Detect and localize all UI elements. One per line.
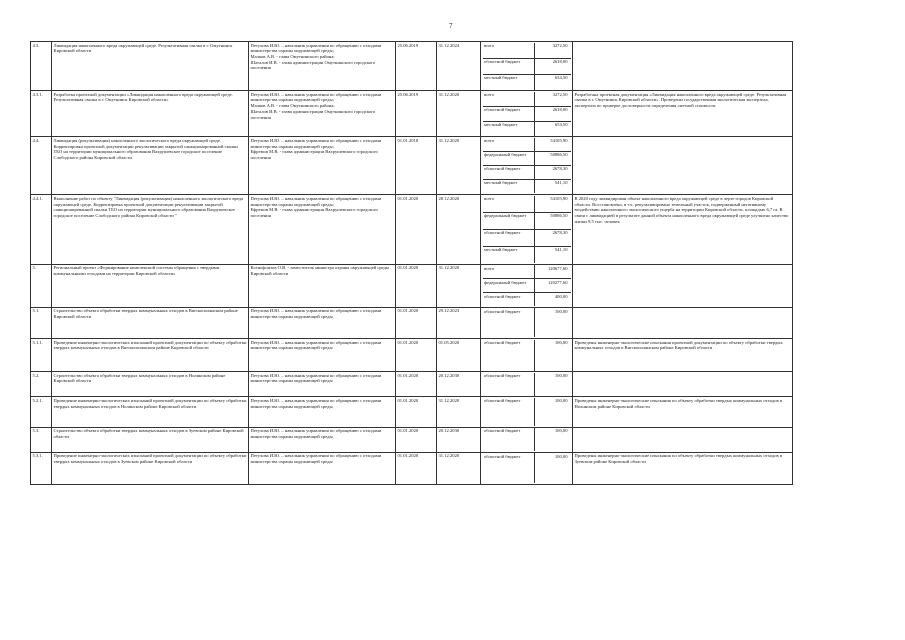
event-name: Ликвидация накопленного вреда окружающей среде. Результативная свалка в г. Омутнинск Кировской области	[52, 42, 249, 91]
table-row	[31, 91, 793, 137]
funding-source: местный бюджет	[483, 75, 535, 90]
event-name: Проведение инженерно-экологических изысканий проектной документации по объекту обработки твердых коммунальных отходов в Зуевском районе Кировской области	[52, 452, 249, 484]
start-date: 01.01.2020	[396, 397, 437, 427]
start-date: 01.01.2020	[396, 307, 437, 338]
start-date: 01.01.2020	[396, 452, 437, 484]
result-note	[573, 307, 793, 338]
event-name: Разработка проектной документации «Ликвидация накопленного вреда окружающей среде. Результативная свалка в г. Омутнинск Кировской области»	[52, 91, 249, 137]
row-number: 4.3.1.	[31, 91, 52, 137]
row-number: 4.4.1.	[31, 195, 52, 264]
responsible: Петухова И.Ю. – начальник управления по обращению с отходами министерства охраны окружающей среды	[249, 452, 396, 484]
funding-amount: 54105,90	[550, 196, 568, 202]
responsible: Ксенофонтов О.В. - заместитель министра охраны окружающей среды Кировской области	[249, 264, 396, 307]
funding-source: областной бюджет	[483, 308, 535, 337]
funding-amount: 50886,50	[550, 152, 568, 158]
responsible: Петухова И.Ю. – начальник управления по обращению с отходами министерства охраны окружающей среды	[249, 372, 396, 397]
funding-amount: 2618,00	[552, 107, 568, 113]
funding-cell	[481, 452, 573, 484]
funding-source: областной бюджет	[483, 166, 535, 179]
funding-amount: 2618,00	[552, 58, 568, 64]
funding-line	[483, 122, 571, 136]
event-name: Региональный проект «Формирование комплексной системы обращения с твердыми коммунальными отходами на территории Кировской области»	[52, 264, 249, 307]
funding-line	[483, 340, 571, 371]
funding-line	[483, 75, 571, 90]
funding-cell	[481, 137, 573, 195]
row-number: 5.3.1.	[31, 452, 52, 484]
funding-line	[483, 265, 571, 279]
funding-line	[483, 453, 571, 483]
funding-source: областной бюджет	[483, 340, 535, 371]
funding-cell	[481, 195, 573, 264]
row-number: 5.2.	[31, 372, 52, 397]
event-name: Строительство объекта обработки твердых коммунальных отходов в Зуевском районе Кировской области	[52, 427, 249, 452]
funding-amount: 50886,50	[550, 213, 568, 219]
table-row	[31, 372, 793, 397]
funding-source: областной бюджет	[483, 398, 535, 426]
funding-line	[483, 213, 571, 230]
row-number: 5.3.	[31, 427, 52, 452]
funding-line	[483, 279, 571, 293]
end-date: 31.12.2024	[437, 42, 481, 91]
event-name: Строительство объекта обработки твердых коммунальных отходов в Нолинском районе Кировской области	[52, 372, 249, 397]
funding-source: местный бюджет	[483, 180, 535, 193]
funding-amount: 654,50	[554, 122, 568, 128]
funding-line	[483, 152, 571, 166]
table-row	[31, 195, 793, 264]
funding-source: местный бюджет	[483, 122, 535, 136]
funding-amount: 541,10	[554, 247, 568, 253]
result-note: Проведены инженерно-экологические изыскания по объекту обработки твердых коммунальных отходов в Нолинском районе Кировской области	[573, 397, 793, 427]
funding-amount: 100,00	[554, 373, 568, 379]
funding-line	[483, 373, 571, 396]
table-row	[31, 137, 793, 195]
funding-cell	[481, 42, 573, 91]
funding-source: областной бюджет	[483, 428, 535, 451]
funding-amount: 100,00	[554, 398, 568, 404]
funding-source: областной бюджет	[483, 453, 535, 483]
funding-source: всего	[483, 43, 535, 58]
plan-table-body	[31, 42, 793, 485]
table-row	[31, 307, 793, 338]
funding-amount: 100,00	[554, 308, 568, 314]
end-date: 31.12.2020	[437, 137, 481, 195]
funding-source: всего	[483, 265, 535, 278]
event-name: Проведение инженерно-экологических изысканий проектной документации по объекту обработки твердых коммунальных отходов в Нолинском районе Кировской области	[52, 397, 249, 427]
funding-line	[483, 247, 571, 263]
table-row	[31, 427, 793, 452]
end-date: 20.12.2030	[437, 427, 481, 452]
row-number: 4.4.	[31, 137, 52, 195]
result-note	[573, 42, 793, 91]
end-date: 31.12.2020	[437, 397, 481, 427]
funding-amount: 100,00	[554, 339, 568, 345]
funding-source: всего	[483, 92, 535, 106]
event-name: Проведение инженерно-экологических изысканий проектной документации по объекту обработки твердых коммунальных отходов в Вятскополянском районе Кировской области	[52, 338, 249, 371]
table-row	[31, 338, 793, 371]
funding-source: всего	[483, 196, 535, 212]
result-note	[573, 427, 793, 452]
funding-amount: 54105,90	[550, 138, 568, 144]
funding-amount: 100,00	[554, 428, 568, 434]
responsible: Петухова И.Ю. – начальник управления по обращению с отходами министерства охраны окружающей среды; Ефремов М.В. - глава администрации Вахрушевского городского поселения	[249, 195, 396, 264]
funding-line	[483, 59, 571, 75]
funding-amount: 2678,30	[552, 230, 568, 236]
start-date: 01.01.2020	[396, 427, 437, 452]
end-date: 20.12.2030	[437, 372, 481, 397]
funding-source: областной бюджет	[483, 373, 535, 396]
funding-source: местный бюджет	[483, 247, 535, 263]
start-date: 25.06.2019	[396, 42, 437, 91]
result-note	[573, 137, 793, 195]
start-date: 01.01.2018	[396, 137, 437, 195]
funding-line	[483, 43, 571, 59]
funding-amount: 120277,60	[547, 279, 568, 285]
responsible: Петухова И.Ю. – начальник управления по обращению с отходами министерства охраны окружающей среды; Малков А.В. - глава Омутнинского района; Шаталов И.В. - глава администрации Омутнинского городского поселения	[249, 91, 396, 137]
result-note	[573, 264, 793, 307]
responsible: Петухова И.Ю. – начальник управления по обращению с отходами министерства охраны окружающей среды	[249, 338, 396, 371]
end-date: 01.05.2020	[437, 338, 481, 371]
event-name: Ликвидация (рекультивация) накопленного экологического вреда окружающей среде. Корректировка проектной документации рекультивации закрытой санкционированной свалки ТБО на территории муниципального образования Вахрушевское городское поселение Слободского района Кировской области	[52, 137, 249, 195]
funding-amount: 400,00	[554, 293, 568, 299]
result-note: В 2020 году ликвидирован объект накопленного вреда окружающей среде в черте городов Кировской области. Восстановлено, в т.ч. рекультивировано земельный участок, подверженный негативному воздействию накопленного экологического ущерба на территории Кировской области, площадью 6,7 га. В связи с ликвидацией в результате данной объекта накопленного вреда окружающей среде улучшено качество жизни 9,5 тыс. человек	[573, 195, 793, 264]
funding-line	[483, 180, 571, 193]
responsible: Петухова И.Ю. – начальник управления по обращению с отходами министерства охраны окружающей среды; Ефремов М.В. - глава администрации Вахрушевского городского поселения	[249, 137, 396, 195]
table-row	[31, 264, 793, 307]
funding-line	[483, 230, 571, 247]
funding-amount: 541,10	[554, 180, 568, 186]
event-name: Строительство объекта обработки твердых коммунальных отходов в Вятскополянском районе Кировской области	[52, 307, 249, 338]
row-number: 5.2.1.	[31, 397, 52, 427]
event-name: Выполнение работ по объекту "Ликвидация (рекультивация) накопленного экологического вреда окружающей среде. Корректировка проектной документации рекультивации закрытой санкционированной свалки ТБО на территории муниципального образования Вахрушевское городское поселение Слободского района Кировской области "	[52, 195, 249, 264]
row-number: 5.1.1.	[31, 338, 52, 371]
funding-cell	[481, 397, 573, 427]
funding-source: областной бюджет	[483, 293, 535, 306]
end-date: 31.12.2020	[437, 264, 481, 307]
funding-amount: 3272,50	[552, 42, 568, 48]
row-number: 5.1.	[31, 307, 52, 338]
funding-source: федеральный бюджет	[483, 213, 535, 229]
funding-line	[483, 107, 571, 122]
responsible: Петухова И.Ю. – начальник управления по обращению с отходами министерства охраны окружающей среды	[249, 307, 396, 338]
responsible: Петухова И.Ю. – начальник управления по обращению с отходами министерства охраны окружающей среды	[249, 397, 396, 427]
end-date: 31.12.2020	[437, 452, 481, 484]
table-row	[31, 452, 793, 484]
funding-cell	[481, 307, 573, 338]
end-date: 31.12.2020	[437, 91, 481, 137]
start-date: 01.01.2020	[396, 195, 437, 264]
funding-source: областной бюджет	[483, 107, 535, 121]
funding-source: всего	[483, 138, 535, 151]
funding-line	[483, 196, 571, 213]
funding-source: федеральный бюджет	[483, 279, 535, 292]
result-note: Проведены инженерно-экологические изыскания проектной документации по объекту обработки твердых коммунальных отходов в Вятскополянском районе Кировской области	[573, 338, 793, 371]
funding-line	[483, 92, 571, 107]
funding-line	[483, 428, 571, 451]
result-note	[573, 372, 793, 397]
funding-amount: 2678,30	[552, 166, 568, 172]
result-note: Разработана проектная документация «Ликвидация накопленного вреда окружающей среде. Результативная свалка в г. Омутнинск Кировской области». Проведены государственная экологическая экспертиза, экспертиза по проверке достоверности определения сметной стоимости	[573, 91, 793, 137]
funding-amount: 120677,60	[547, 265, 568, 271]
end-date: 29.12.2023	[437, 307, 481, 338]
start-date: 01.01.2020	[396, 372, 437, 397]
funding-line	[483, 166, 571, 180]
funding-cell	[481, 427, 573, 452]
row-number: 5.	[31, 264, 52, 307]
funding-line	[483, 293, 571, 306]
plan-table	[30, 41, 793, 485]
start-date: 25.06.2019	[396, 91, 437, 137]
row-number: 4.3.	[31, 42, 52, 91]
end-date: 28.12.2020	[437, 195, 481, 264]
funding-cell	[481, 372, 573, 397]
table-row	[31, 397, 793, 427]
funding-cell	[481, 338, 573, 371]
funding-line	[483, 138, 571, 152]
responsible: Петухова И.Ю. – начальник управления по обращению с отходами министерства охраны окружающей среды	[249, 427, 396, 452]
funding-amount: 100,00	[554, 453, 568, 459]
page-number: 7	[449, 22, 453, 30]
funding-line	[483, 308, 571, 337]
funding-source: федеральный бюджет	[483, 152, 535, 165]
result-note: Проведены инженерно-экологические изыскания по объекту обработки твердых коммунальных отходов в Зуевском районе Кировской области	[573, 452, 793, 484]
funding-amount: 654,50	[554, 74, 568, 80]
funding-line	[483, 398, 571, 426]
responsible: Петухова И.Ю. – начальник управления по обращению с отходами министерства охраны окружающей среды; Малков А.В. - глава Омутнинского района; Шаталов И.В. - глава администрации Омутнинского городского поселения	[249, 42, 396, 91]
funding-source: областной бюджет	[483, 59, 535, 74]
funding-amount: 3272,50	[552, 92, 568, 98]
start-date: 01.01.2020	[396, 264, 437, 307]
start-date: 01.01.2020	[396, 338, 437, 371]
funding-cell	[481, 264, 573, 307]
funding-cell	[481, 91, 573, 137]
table-row	[31, 42, 793, 91]
funding-source: областной бюджет	[483, 230, 535, 246]
